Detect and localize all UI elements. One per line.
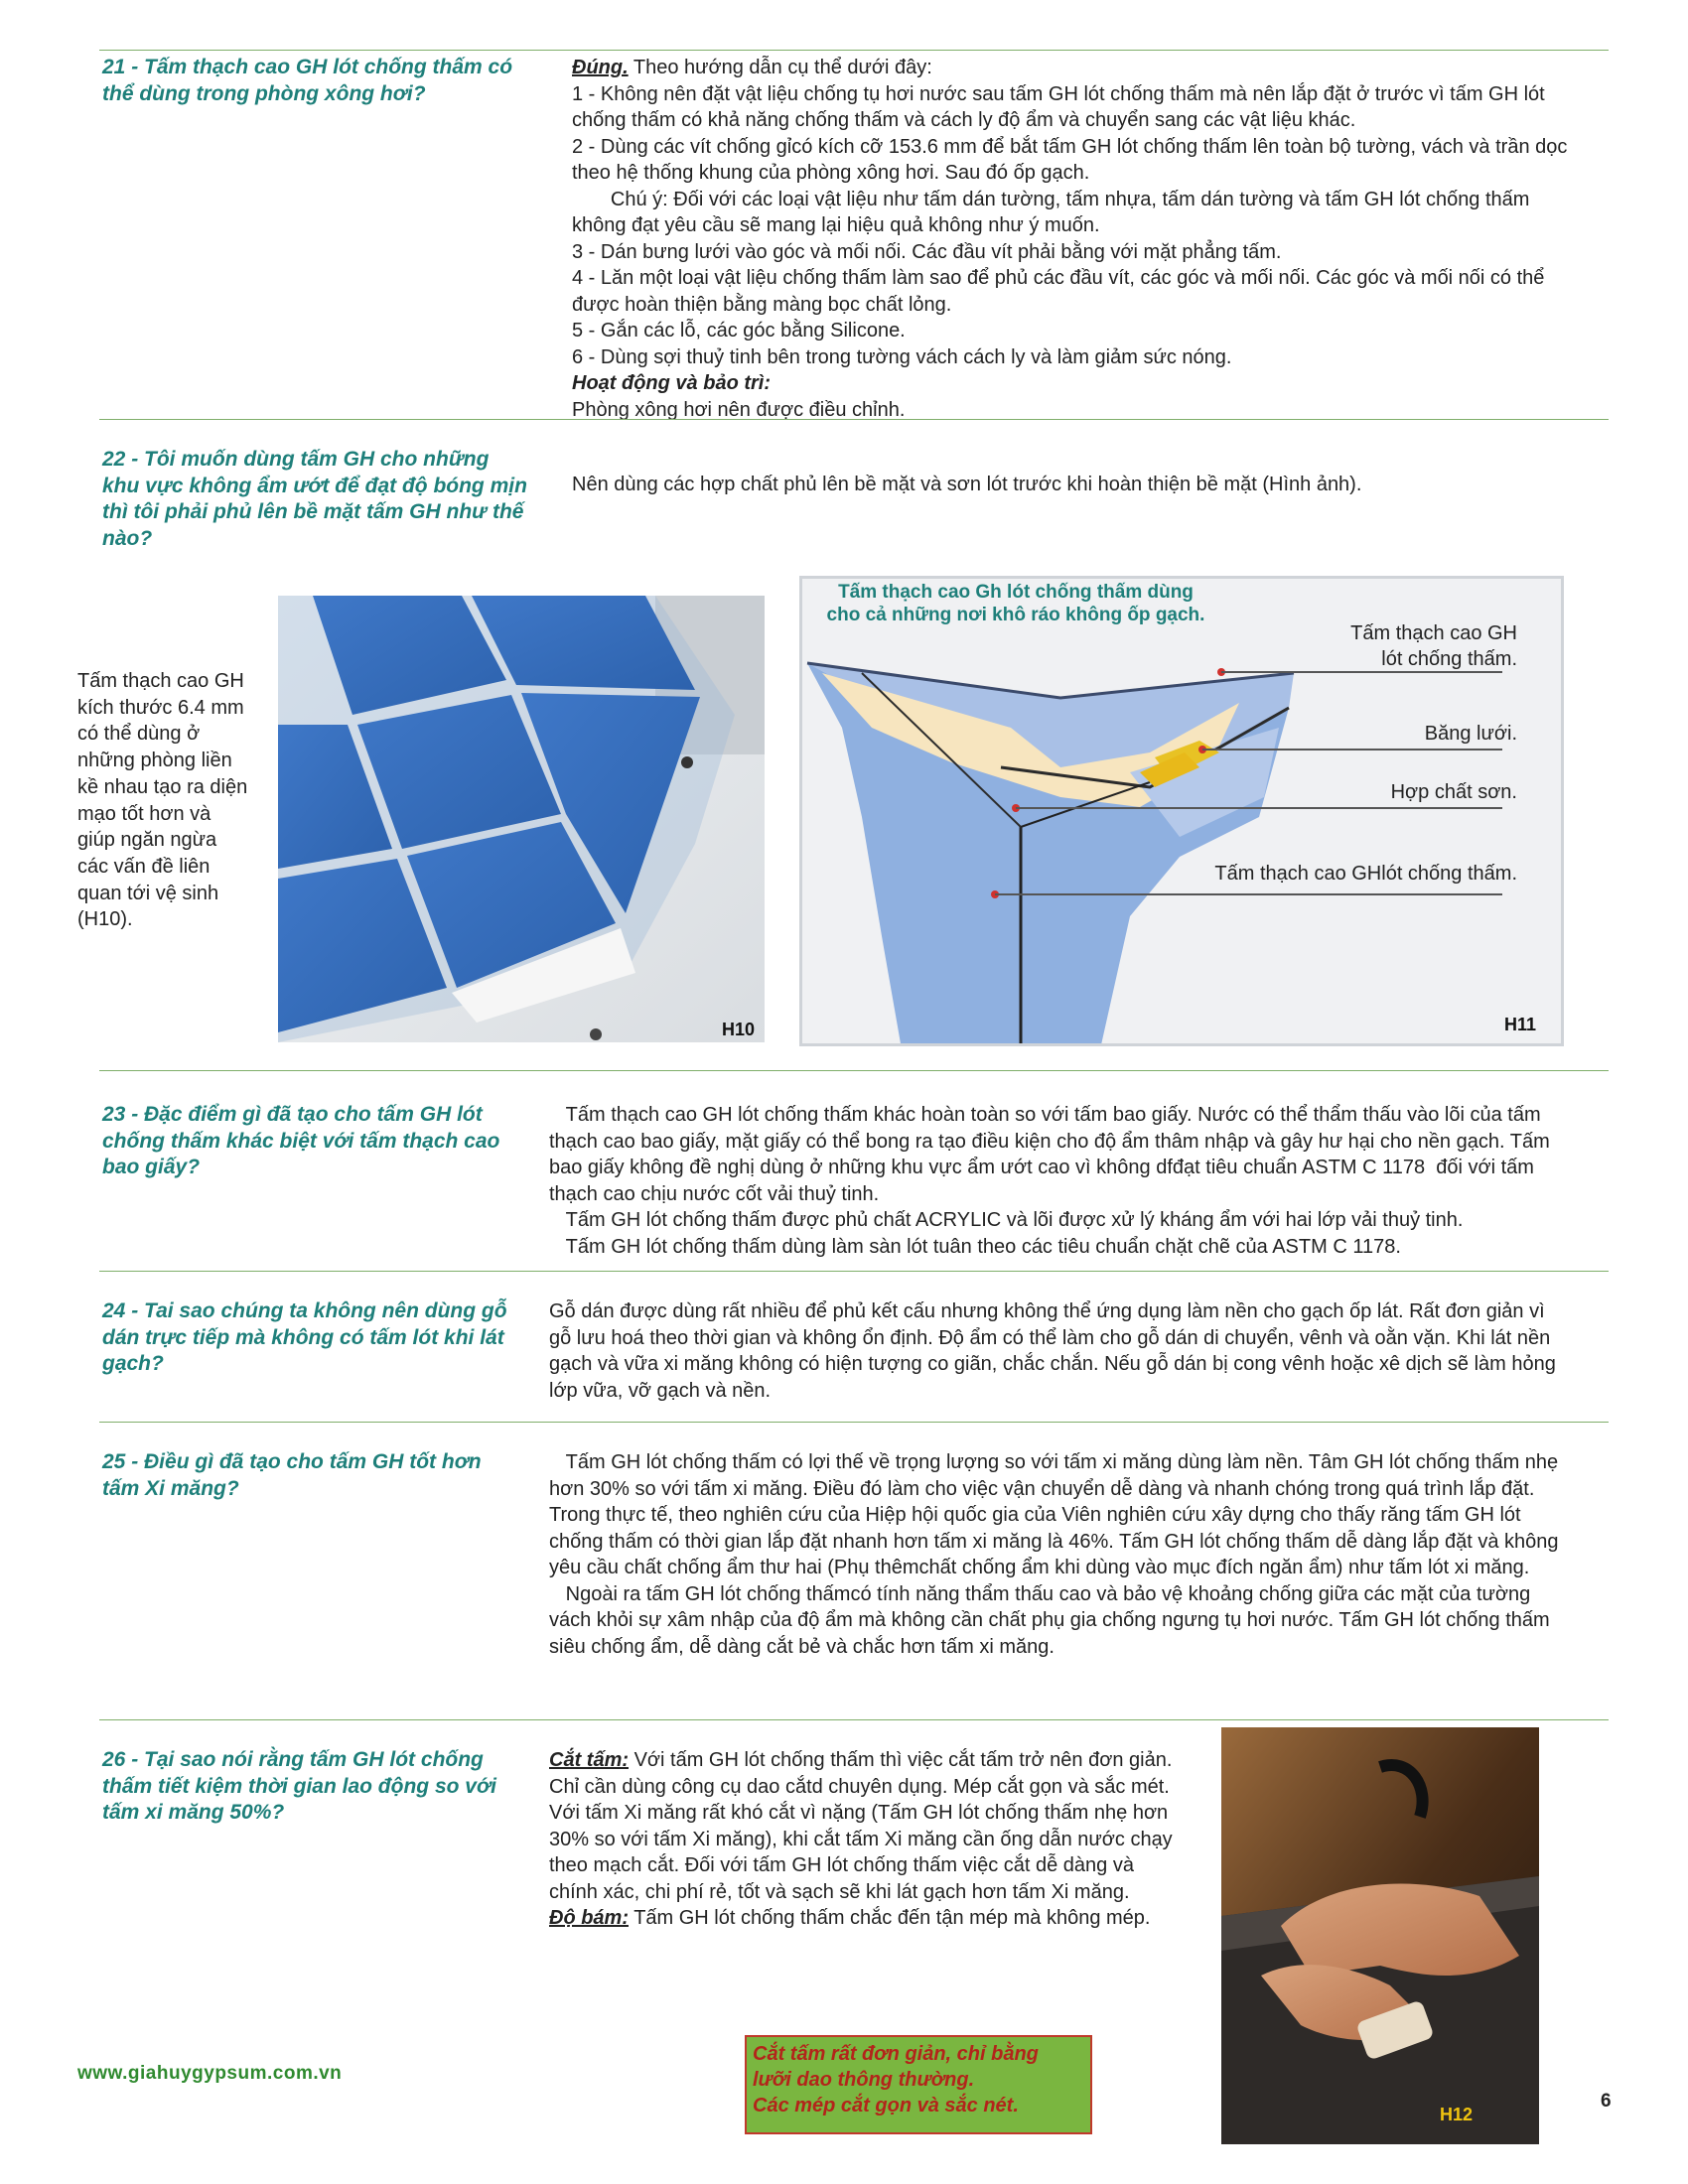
answer-23-line: Tấm GH lót chống thấm dùng làm sàn lót tuân theo các tiêu chuẩn chặt chẽ của ASTM C 1178. xyxy=(549,1235,1401,1258)
answer-21 xyxy=(572,55,1575,423)
answer-25-line: Tấm GH lót chống thấm có lợi thế về trọng lượng so với tấm xi măng dùng làm nền. Tâm GH lót chống thấm nhẹ hơn 30% so với tấm xi măng. Điều đó làm cho việc vận chuyển dễ dàng và nhanh chóng trong quá trình lắp đặt. Trong thực tế, theo nghiên cứu của Hiệp hội quốc gia của Viên nghiên cứu xây dựng cho thấy răng tấm GH lót chống thấm có thời gian lắp đặt nhanh hơn tấm xi măng là 46%. Tấm GH lót chống thấm dễ dàng lắp đặt và không yêu cầu chất chống ẩm thư hai (Phụ thêmchất chống ẩm khi dùng vào mục đích ngăn ẩm) như tấm lót xi măng. xyxy=(549,1451,1565,1578)
question-26: 26 - Tại sao nói rằng tấm GH lót chống thấm tiết kiệm thời gian lao động so với tấm xi măng 50%? xyxy=(102,1748,496,1824)
caption-line: có thể dùng ở xyxy=(77,723,201,746)
figure-label-h11: H11 xyxy=(1503,1015,1536,1034)
caption-line: các vấn đề liên xyxy=(77,855,211,878)
caption-line: giúp ngăn ngừa xyxy=(77,829,217,852)
callout-line: lót chống thấm. xyxy=(1381,648,1517,670)
figure-label-h10: H10 xyxy=(721,1020,755,1039)
figure-h12-image xyxy=(1221,1727,1539,2144)
cutting-board-photo xyxy=(1221,1727,1539,2144)
caption-line: Tấm thạch cao GH xyxy=(77,670,244,692)
figure-h10-caption xyxy=(77,668,276,933)
answer-21-line: 2 - Dùng các vít chống gỉcó kích cỡ 153.6 mm để bắt tấm GH lót chống thấm lên toàn bộ tường, vách và trần dọc theo hệ thống khung của phòng xông hơi. Sau đó ốp gạch. xyxy=(572,135,1568,184)
answer-21-intro: Theo hướng dẫn cụ thể dưới đây: xyxy=(628,57,932,78)
title-line: cho cả những nơi khô ráo không ốp gạch. xyxy=(826,605,1205,625)
answer-21-heading: Đúng. xyxy=(572,57,629,78)
figure-label-h12: H12 xyxy=(1440,2105,1474,2124)
page-number: 6 xyxy=(1601,2091,1612,2112)
cut-heading: Cắt tấm: xyxy=(549,1749,630,1771)
callout-board-lower: Tấm thạch cao GHlót chống thấm. xyxy=(1214,863,1517,885)
figure-h11-title xyxy=(822,581,1209,626)
answer-21-line: 6 - Dùng sợi thuỷ tinh bên trong tường vách cách ly và làm giảm sức nóng. xyxy=(572,345,1232,368)
answer-23 xyxy=(549,1102,1577,1260)
answer-21-line: 4 - Lăn một loại vật liệu chống thấm làm sao để phủ các đầu vít, các góc và mối nối. Các góc và mối nối có thể được hoàn thiện bằng màng bọc chất lỏng. xyxy=(572,267,1545,316)
cut-text-2: Với tấm Xi măng rất khó cắt vì nặng (Tấm GH lót chống thấm nhẹ hơn 30% so với tấm Xi măng), khi cắt tấm Xi măng cần ống dẫn nước chạy theo mạch cắt. Đối với tấm GH lót chống thấm việc cắt dễ dàng và chính xác, chi phí rẻ, tốt và sạch sẽ khi lát gạch hơn tấm Xi măng. xyxy=(549,1802,1173,1903)
answer-23-line: Tấm thạch cao GH lót chống thấm khác hoàn toàn so với tấm bao giấy. Nước có thể thẩm thấu vào lõi của tấm thạch cao bao giấy, mặt giấy có thể bong ra tạo điều kiện cho độ ẩm thâm nhập và gây hư hại cho nền gạch. Tấm bao giấy không đề nghị dùng ở những khu vực ẩm ướt cao vì không dfđạt tiêu chuẩn ASTM C 1178 đối với tấm thạch cao chịu nước cốt vải thuỷ tinh. xyxy=(549,1104,1556,1205)
divider xyxy=(99,50,1609,51)
figure-h10-image xyxy=(278,596,765,1042)
answer-21-line: 3 - Dán bưng lưới vào góc và mối nối. Các đầu vít phải bằng với mặt phẳng tấm. xyxy=(572,240,1282,263)
divider xyxy=(99,419,1609,420)
question-21: 21 - Tấm thạch cao GH lót chống thấm có thể dùng trong phòng xông hơi? xyxy=(102,56,513,105)
divider xyxy=(99,1422,1609,1423)
caption-line: những phòng liền xyxy=(77,750,232,772)
maintenance-heading: Hoạt động và bảo trì: xyxy=(572,372,771,394)
box-line: Cắt tấm rất đơn giản, chỉ bằng xyxy=(753,2043,1039,2065)
answer-26 xyxy=(549,1747,1185,1932)
question-22: 22 - Tôi muốn dùng tấm GH cho những khu vực không ẩm ướt để đạt độ bóng mịn thì tôi phải phủ lên bề mặt tấm GH như thế nào? xyxy=(102,448,527,550)
cutting-note-box xyxy=(745,2035,1092,2134)
answer-25 xyxy=(549,1449,1572,1660)
question-25: 25 - Điều gì đã tạo cho tấm GH tốt hơn tấm Xi măng? xyxy=(102,1450,482,1500)
box-line: Các mép cắt gọn và sắc nét. xyxy=(753,2095,1019,2116)
answer-21-line: 5 - Gắn các lỗ, các góc bằng Silicone. xyxy=(572,320,906,341)
answer-25-line: Ngoài ra tấm GH lót chống thấmcó tính năng thẩm thấu cao và bảo vệ khoảng chống giữa các mặt của tường vách khỏi sự xâm nhập của độ ẩm mà không cần chất phụ gia chống ngưng tụ hơi nước. Tấm GH lót chống thấm siêu chống ẩm, dễ dàng cắt bẻ và chắc hơn tấm xi măng. xyxy=(549,1582,1556,1658)
title-line: Tấm thạch cao Gh lót chống thấm dùng xyxy=(838,582,1194,603)
answer-21-line: 1 - Không nên đặt vật liệu chống tụ hơi nước sau tấm GH lót chống thấm mà nên lắp đặt ở trước vì tấm GH lót chống thấm có khả năng chống thấm và cách ly độ ẩm và chuyển sang các vật liệu khác. xyxy=(572,82,1545,131)
maintenance-text: Phòng xông hơi nên được điều chỉnh. xyxy=(572,398,906,421)
caption-line: kích thước 6.4 mm xyxy=(77,696,244,719)
divider xyxy=(99,1719,1609,1720)
answer-21-note: Chú ý: Đối với các loại vật liệu như tấm dán tường, tấm nhựa, tấm dán tường và tấm GH lót chống thấm không đạt yêu cầu sẽ mang lại hiệu quả không như ý muốn. xyxy=(572,188,1536,236)
question-23: 23 - Đặc điểm gì đã tạo cho tấm GH lót chống thấm khác biệt với tấm thạch cao bao giấy? xyxy=(102,1103,500,1178)
box-line: lưỡi dao thông thường. xyxy=(753,2069,975,2091)
cut-text: Với tấm GH lót chống thấm thì việc cắt tấm trở nên đơn giản. Chỉ cần dùng công cụ dao cắtd chuyên dụng. Mép cắt gọn và sắc mét. xyxy=(549,1749,1173,1798)
caption-line: mạo tốt hơn và xyxy=(77,802,211,825)
answer-23-line: Tấm GH lót chống thấm được phủ chất ACRYLIC và lõi được xử lý kháng ẩm với hai lớp vải thuỷ tinh. xyxy=(549,1209,1464,1231)
answer-22: Nên dùng các hợp chất phủ lên bề mặt và sơn lót trước khi hoàn thiện bề mặt (Hình ảnh). xyxy=(572,474,1362,495)
callout-line: Tấm thạch cao GH xyxy=(1350,622,1517,644)
caption-line: kề nhau tạo ra diện xyxy=(77,775,248,798)
grip-heading: Độ bám: xyxy=(549,1907,629,1929)
callout-board xyxy=(1309,620,1517,672)
caption-line: quan tới vệ sinh xyxy=(77,882,219,904)
caption-line: (H10). xyxy=(77,908,133,931)
callout-mesh-tape: Băng lưới. xyxy=(1424,723,1517,745)
footer-website[interactable]: www.giahuygypsum.com.vn xyxy=(77,2063,343,2084)
divider xyxy=(99,1271,1609,1272)
answer-24: Gỗ dán được dùng rất nhiều để phủ kết cấu nhưng không thể ứng dụng làm nền cho gạch ốp lát. Rất đơn giản vì gỗ lưu hoá theo thời gian và không ổn định. Độ ẩm có thể làm cho gỗ dán di chuyển, vênh và oằn vặn. Khi lát nền gạch và vữa xi măng không có hiện tượng co giãn, chắc chắn. Nếu gỗ dán bị cong vênh hoặc xê dịch sẽ làm hỏng lớp vữa, vỡ gạch và nền. xyxy=(549,1300,1556,1402)
tile-floor-illustration xyxy=(278,596,765,1042)
divider xyxy=(99,1070,1609,1071)
question-24: 24 - Tai sao chúng ta không nên dùng gỗ dán trực tiếp mà không có tấm lót khi lát gạch? xyxy=(102,1299,507,1375)
grip-text: Tấm GH lót chống thấm chắc đến tận mép mà không mép. xyxy=(629,1907,1151,1929)
callout-paint-compound: Hợp chất sơn. xyxy=(1390,781,1517,803)
figure-h11 xyxy=(799,576,1564,1046)
